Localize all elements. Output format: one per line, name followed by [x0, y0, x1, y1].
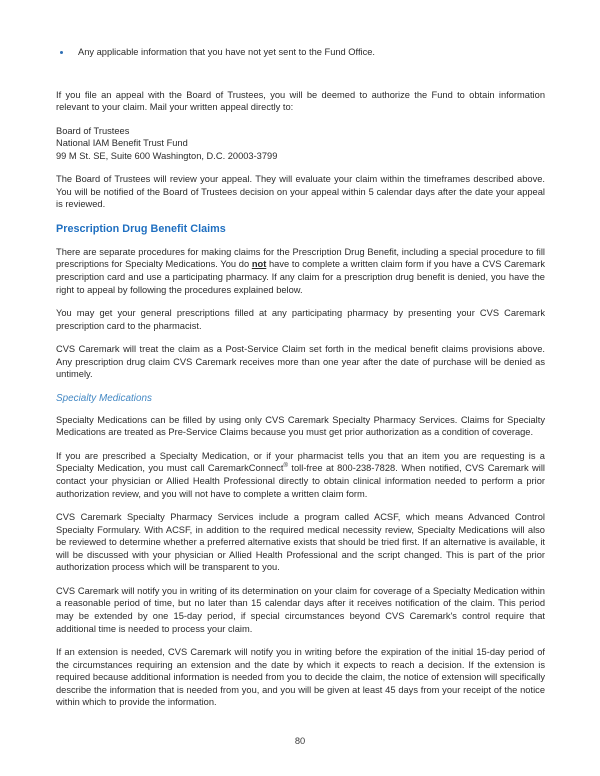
bullet-item-text: Any applicable information that you have not yet sent to the Fund Office.: [78, 47, 375, 57]
appeal-authorization-paragraph: If you file an appeal with the Board of Trustees, you will be deemed to authorize the Fund to obtain information relevant to your claim. Mail your written appeal directly to:: [56, 89, 545, 113]
bullet-list: [56, 46, 545, 59]
registered-trademark-icon: ®: [283, 463, 288, 470]
page-number: 80: [294, 736, 306, 746]
prescription-paragraph-1-part-1: There are separate procedures for making claims for the Prescription Drug Benefit, including a special procedure to fill prescriptions for Specialty Medications. You do: [56, 246, 545, 270]
emphasis-not: not: [251, 259, 267, 270]
page-content: [56, 46, 545, 720]
address-line-3: 99 M St. SE, Suite 600 Washington, D.C. 20003-3799: [56, 150, 278, 161]
specialty-paragraph-1: Specialty Medications can be filled by using only CVS Caremark Specialty Pharmacy Services. Claims for Specialty Medications are treated as Pre-Service Claims because you must get prior authorization as a condition of coverage.: [56, 414, 545, 438]
address-line-2: National IAM Benefit Trust Fund: [56, 138, 188, 149]
specialty-paragraph-2: [56, 450, 545, 500]
bullet-dot-icon: [60, 51, 63, 54]
specialty-paragraph-4-determination: CVS Caremark will notify you in writing of its determination on your claim for coverage of a Specialty Medication within a reasonable period of time, but no later than 15 calendar days after it receives notification of the claim. This period may be extended by one 15-day period, if special circumstances beyond CVS Caremark's control require that additional time is needed to process your claim.: [56, 585, 545, 634]
section-heading-prescription-drug-benefit-claims: Prescription Drug Benefit Claims: [56, 222, 226, 235]
prescription-paragraph-3: CVS Caremark will treat the claim as a Post-Service Claim set forth in the medical benefit claims provisions above. Any prescription drug claim CVS Caremark receives more than one year after the date of purchase will be denied as untimely.: [56, 344, 545, 380]
trustees-address-block: [56, 125, 545, 163]
specialty-paragraph-2-part-1: If you are prescribed a Specialty Medication, or if your pharmacist tells you that an item you are requesting is a Specialty Medication, you must call CaremarkConnect: [56, 450, 545, 474]
list-item: [56, 46, 545, 59]
specialty-paragraph-5-extension: If an extension is needed, CVS Caremark will notify you in writing before the expiration of the initial 15-day period of the circumstances requiring an extension and the date by which it expects to reach a decision. If the extension is required because additional information is needed from you to decide the claim, the notice of extension will specifically describe the information that is needed from you, and you will be given at least 45 days from your receipt of the notice within which to provide the information.: [56, 647, 545, 708]
prescription-paragraph-1-part-2: have to complete a written claim form if you have a CVS Caremark prescription card and use a participating pharmacy. If any claim for a prescription drug benefit is denied, you have the right to appeal by following the procedures explained below.: [56, 259, 545, 295]
specialty-paragraph-3-acsf: CVS Caremark Specialty Pharmacy Services include a program called ACSF, which means Advanced Control Specialty Formulary. With ACSF, in addition to the required medical necessity review, Specialty Medications will also be reviewed to determine whether a preferred alternative exists that should be tried first. If an alternative is available, it will be discussed with your physician or Allied Health Professional and the script changed. This is part of the prior authorization process which will be transparent to you.: [56, 512, 545, 573]
address-line-1: Board of Trustees: [56, 125, 130, 136]
board-review-paragraph: The Board of Trustees will review your appeal. They will evaluate your claim within the timeframes described above. You will be notified of the Board of Trustees decision on your appeal within 5 calendar days after the date your appeal is reviewed.: [56, 174, 545, 210]
specialty-paragraph-2-part-2: toll-free at 800-238-7828. When notified, CVS Caremark will contact your physician or Allied Health Professional directly to obtain clinical information needed to perform a prior authorization review, and you will not have to complete a written claim form.: [56, 463, 545, 499]
sub-heading-specialty-medications: Specialty Medications: [56, 392, 152, 404]
prescription-paragraph-1: [56, 246, 545, 296]
spacer: [56, 59, 545, 89]
prescription-paragraph-2: You may get your general prescriptions filled at any participating pharmacy by presenting your CVS Caremark prescription card to the pharmacist.: [56, 308, 545, 331]
